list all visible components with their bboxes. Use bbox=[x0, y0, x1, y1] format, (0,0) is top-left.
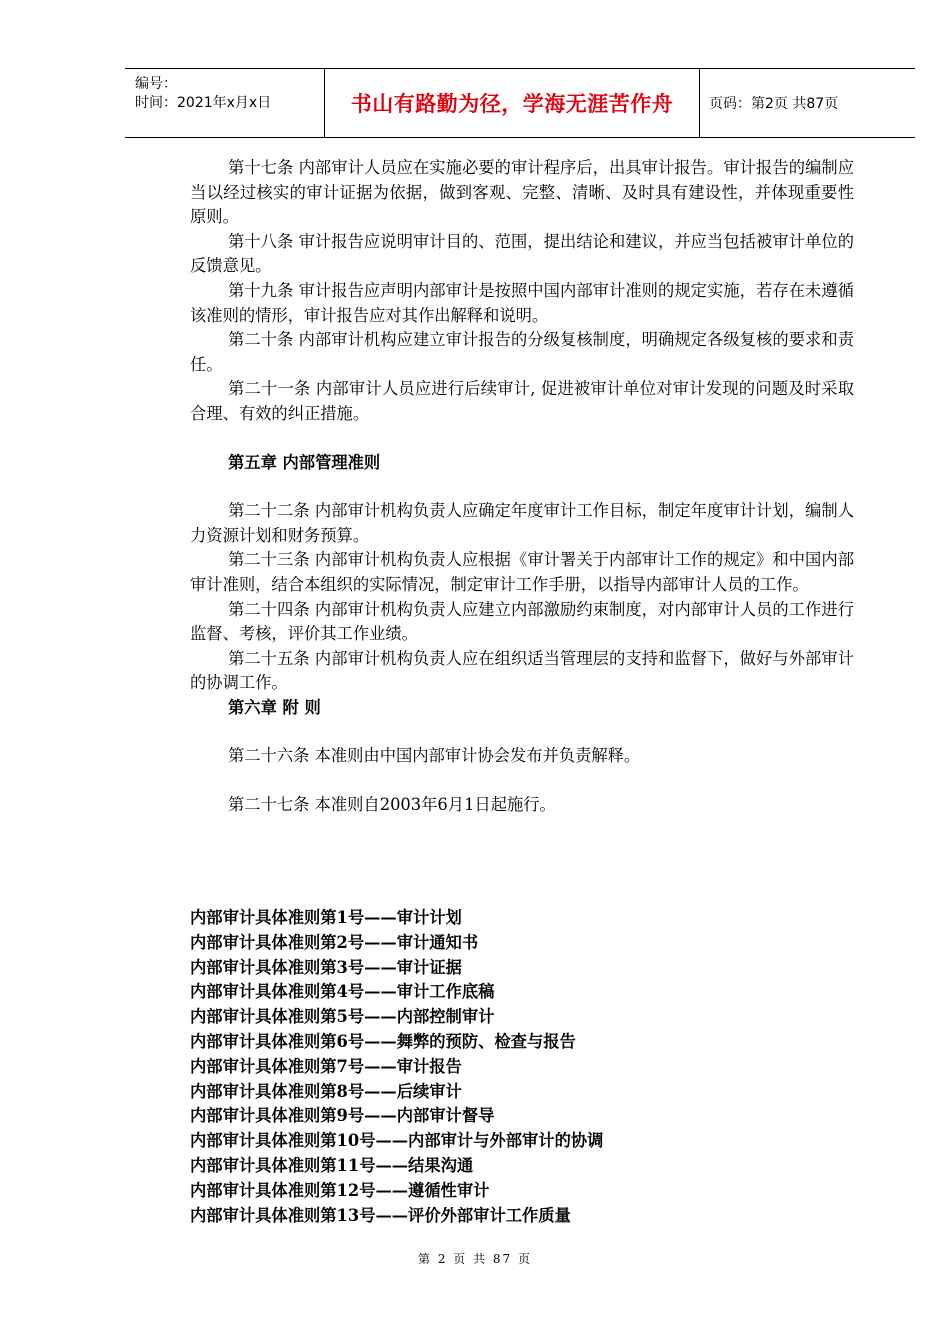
spacer bbox=[190, 769, 854, 793]
list-item: 内部审计具体准则第10号——内部审计与外部审计的协调 bbox=[190, 1131, 604, 1151]
standards-list bbox=[190, 906, 854, 1228]
article-21: 第二十一条 内部审计人员应进行后续审计, 促进被审计单位对审计发现的问题及时采取合理、有效的纠正措施。 bbox=[190, 379, 854, 423]
list-item: 内部审计具体准则第3号——审计证据 bbox=[190, 957, 462, 977]
article-25: 第二十五条 内部审计机构负责人应在组织适当管理层的支持和监督下，做好与外部审计的协调工作。 bbox=[190, 648, 854, 693]
list-item: 内部审计具体准则第8号——后续审计 bbox=[190, 1081, 462, 1101]
list-item: 内部审计具体准则第11号——结果沟通 bbox=[190, 1155, 474, 1175]
list-item: 内部审计具体准则第5号——内部控制审计 bbox=[190, 1007, 495, 1027]
list-item: 内部审计具体准则第2号——审计通知书 bbox=[190, 932, 479, 952]
spacer bbox=[190, 475, 854, 499]
article-17: 第十七条 内部审计人员应在实施必要的审计程序后，出具审计报告。审计报告的编制应当以经过核实的审计证据为依据，做到客观、完整、清晰、及时具有建设性，并体现重要性原则。 bbox=[190, 158, 854, 227]
article-26: 第二十六条 本准则由中国内部审计协会发布并负责解释。 bbox=[228, 746, 641, 766]
list-item: 内部审计具体准则第7号——审计报告 bbox=[190, 1056, 462, 1076]
article-23: 第二十三条 内部审计机构负责人应根据《审计署关于内部审计工作的规定》和中国内部审计准则，结合本组织的实际情况，制定审计工作手册，以指导内部审计人员的工作。 bbox=[190, 550, 854, 594]
page-header bbox=[125, 68, 915, 138]
document-number-label: 编号： bbox=[135, 76, 177, 92]
header-meta bbox=[125, 69, 325, 137]
list-item: 内部审计具体准则第13号——评价外部审计工作质量 bbox=[190, 1205, 571, 1225]
list-item: 内部审计具体准则第9号——内部审计督导 bbox=[190, 1106, 495, 1126]
article-18: 第十八条 审计报告应说明审计目的、范围，提出结论和建议，并应当包括被审计单位的反馈意见。 bbox=[190, 231, 854, 276]
spacer bbox=[190, 720, 854, 744]
document-time: 时间：2021年x月x日 bbox=[135, 95, 272, 111]
document-body bbox=[190, 156, 854, 818]
article-24: 第二十四条 内部审计机构负责人应建立内部激励约束制度，对内部审计人员的工作进行监督、考核，评价其工作业绩。 bbox=[190, 599, 854, 644]
article-27: 第二十七条 本准则自2003年6月1日起施行。 bbox=[228, 795, 556, 815]
list-item: 内部审计具体准则第1号——审计计划 bbox=[190, 908, 462, 927]
spacer bbox=[190, 427, 854, 451]
page-footer: 第 2 页 共 87 页 bbox=[418, 1252, 532, 1266]
chapter-6-heading: 第六章 附 则 bbox=[228, 697, 321, 717]
list-item: 内部审计具体准则第6号——舞弊的预防、检查与报告 bbox=[190, 1031, 576, 1051]
header-page-info: 页码：第2页 共87页 bbox=[709, 96, 839, 112]
article-22: 第二十二条 内部审计机构负责人应确定年度审计工作目标，制定年度审计计划，编制人力资源计划和财务预算。 bbox=[190, 501, 854, 545]
list-item: 内部审计具体准则第12号——遵循性审计 bbox=[190, 1180, 490, 1200]
article-20: 第二十条 内部审计机构应建立审计报告的分级复核制度，明确规定各级复核的要求和责任。 bbox=[190, 330, 854, 374]
article-19: 第十九条 审计报告应声明内部审计是按照中国内部审计准则的规定实施，若存在未遵循该准则的情形，审计报告应对其作出解释和说明。 bbox=[190, 280, 854, 325]
chapter-5-heading: 第五章 内部管理准则 bbox=[228, 452, 381, 472]
list-item: 内部审计具体准则第4号——审计工作底稿 bbox=[190, 982, 495, 1002]
header-motto: 书山有路勤为径，学海无涯苦作舟 bbox=[325, 69, 700, 137]
